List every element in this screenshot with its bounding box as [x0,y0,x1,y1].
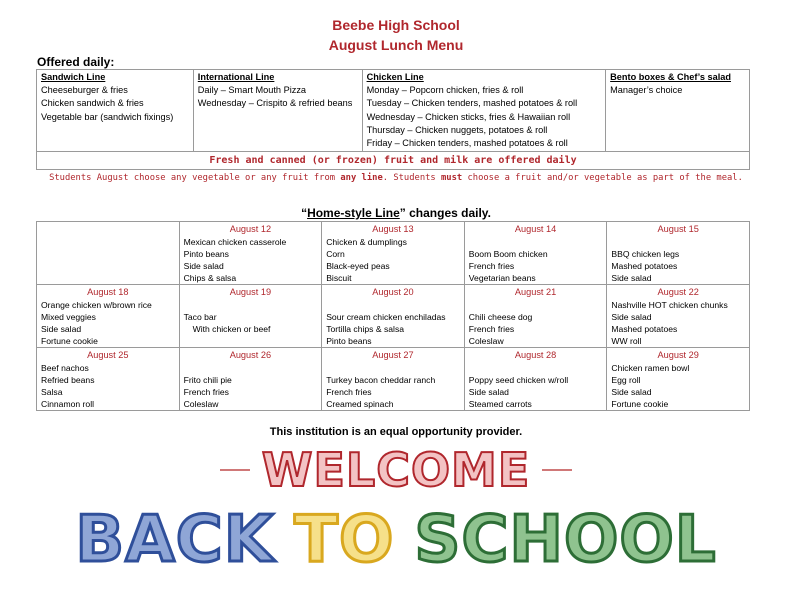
menu-item: French fries [468,324,515,334]
day-cell [322,285,465,348]
welcome-text: WELCOME [261,443,531,497]
line-heading: Sandwich Line [41,72,106,82]
menu-item: Mashed potatoes [611,324,678,334]
day-cell [37,285,180,348]
day-date: August 22 [657,287,699,297]
menu-item: Cinnamon roll [41,399,95,409]
day-cell [607,348,750,411]
menu-item: Chicken ramen bowl [611,363,690,373]
international-line-cell [193,70,362,152]
menu-item: Turkey bacon cheddar ranch [326,375,436,385]
day-cell [179,285,322,348]
day-date: August 21 [514,287,557,297]
homestyle-title: Home-style Line [307,206,400,220]
menu-item [611,236,745,248]
back-to-school-banner [0,500,792,580]
menu-item: Salsa [41,387,63,397]
menu-item: Corn [326,249,345,259]
menu-item: Pinto beans [326,336,372,346]
list-item: Tuesday – Chicken tenders, mashed potatoes & roll [366,98,578,109]
menu-item: Side salad [41,324,82,334]
menu-item [184,362,318,374]
day-date: August 18 [87,287,129,297]
menu-item: Mixed veggies [41,312,96,322]
menu-item: Side salad [611,387,652,397]
menu-item: WW roll [611,336,642,346]
menu-item: With chicken or beef [192,324,271,334]
welcome-dash-left [220,469,250,471]
menu-item: Vegetarian beans [468,273,536,283]
menu-item: Sour cream chicken enchiladas [326,312,446,322]
menu-item: Side salad [183,261,224,271]
welcome-banner [0,440,792,500]
welcome-dash-right [542,469,572,471]
students-note-emphasis: any line [340,173,383,183]
students-note [0,173,792,183]
day-date: August 13 [372,224,414,234]
menu-item: Creamed spinach [326,399,394,409]
menu-item: Mashed potatoes [611,261,678,271]
day-date: August 29 [657,350,699,360]
menu-item: Egg roll [611,375,641,385]
homestyle-calendar [36,221,750,411]
day-cell [179,222,322,285]
list-item: Friday – Chicken tenders, mashed potatoes & roll [366,138,568,149]
menu-item: Boom Boom chicken [468,249,548,259]
menu-item: French fries [326,387,372,397]
fruit-milk-note: Fresh and canned (or frozen) fruit and milk are offered daily [37,152,750,170]
daily-lines-table [36,69,750,170]
menu-item: Pinto beans [183,249,229,259]
quote-mark: ” [399,206,406,220]
menu-title: August Lunch Menu [328,37,464,53]
menu-item [326,362,460,374]
menu-item: Coleslaw [468,336,504,346]
table-row [37,222,750,285]
students-note-text: Students August choose any vegetable or any fruit from [49,173,341,183]
table-row [37,285,750,348]
back-word: BACK [75,503,275,577]
menu-item: Side salad [611,312,652,322]
menu-item: Side salad [468,387,509,397]
list-item: Wednesday – Chicken sticks, fries & Hawaiian roll [366,111,571,122]
day-cell [37,222,180,285]
list-item: Monday – Popcorn chicken, fries & roll [366,85,524,96]
day-date: August 28 [514,350,557,360]
menu-item: Frito chili pie [183,375,232,385]
list-item: Daily – Smart Mouth Pizza [197,85,307,96]
menu-item: Fortune cookie [41,336,98,346]
list-item: Chicken sandwich & fries [41,98,144,109]
menu-item: BBQ chicken legs [611,249,680,259]
equal-opportunity-statement: This institution is an equal opportunity provider. [269,426,523,438]
to-word: TO [294,503,395,577]
menu-item: French fries [468,261,515,271]
menu-item: Nashville HOT chicken chunks [611,300,728,310]
school-title: Beebe High School [332,17,460,33]
table-row [37,70,750,152]
menu-item: Beef nachos [41,363,89,373]
line-heading: International Line [197,72,275,82]
menu-item [326,299,460,311]
day-cell [464,222,607,285]
day-date: August 20 [372,287,414,297]
day-date: August 26 [229,350,272,360]
day-date: August 14 [514,224,557,234]
day-cell [464,285,607,348]
menu-item: Taco bar [183,312,217,322]
table-row [37,152,750,170]
day-cell [179,348,322,411]
list-item: Thursday – Chicken nuggets, potatoes & roll [366,124,548,135]
menu-item [469,299,603,311]
menu-item: Chicken & dumplings [326,237,407,247]
students-note-text: choose a fruit and/or vegetable as part of the meal. [462,173,743,183]
homestyle-suffix: changes daily. [405,206,491,220]
menu-item [184,299,318,311]
day-cell [607,222,750,285]
menu-item: Chili cheese dog [468,312,533,322]
sandwich-line-cell [37,70,194,152]
bento-line-cell [606,70,750,152]
students-note-text: . Students [382,173,442,183]
menu-item: Orange chicken w/brown rice [41,300,152,310]
day-cell [37,348,180,411]
day-date: August 25 [87,350,129,360]
menu-item: French fries [183,387,229,397]
day-cell [322,348,465,411]
line-heading: Chicken Line [366,72,424,82]
offered-daily-label: Offered daily: [37,55,115,69]
list-item: Cheeseburger & fries [41,85,128,96]
day-date: August 19 [229,287,272,297]
list-item: Vegetable bar (sandwich fixings) [41,111,174,122]
menu-item: Biscuit [326,273,352,283]
menu-item [469,236,603,248]
menu-item: Mexican chicken casserole [183,237,287,247]
menu-item: Fortune cookie [611,399,669,409]
menu-item: Tortilla chips & salsa [326,324,405,334]
menu-item [469,362,603,374]
menu-item: Chips & salsa [183,273,237,283]
list-item: Wednesday – Crispito & refried beans [197,98,353,109]
menu-item: Refried beans [41,375,95,385]
day-date [41,222,175,236]
list-item: Manager’s choice [610,85,683,96]
day-cell [322,222,465,285]
day-date: August 15 [657,224,699,234]
day-cell [464,348,607,411]
menu-item: Poppy seed chicken w/roll [468,375,569,385]
menu-item: Coleslaw [183,399,219,409]
school-word: SCHOOL [414,503,717,577]
line-heading: Bento boxes & Chef’s salad [610,72,731,82]
homestyle-heading [0,206,792,220]
menu-item: Black-eyed peas [326,261,390,271]
quote-mark: “ [301,206,308,220]
day-date: August 12 [229,224,272,234]
menu-item: Steamed carrots [468,399,532,409]
students-note-emphasis: must [441,173,463,183]
menu-item: Side salad [611,273,652,283]
day-cell [607,285,750,348]
table-row [37,348,750,411]
day-date: August 27 [372,350,414,360]
chicken-line-cell [362,70,606,152]
